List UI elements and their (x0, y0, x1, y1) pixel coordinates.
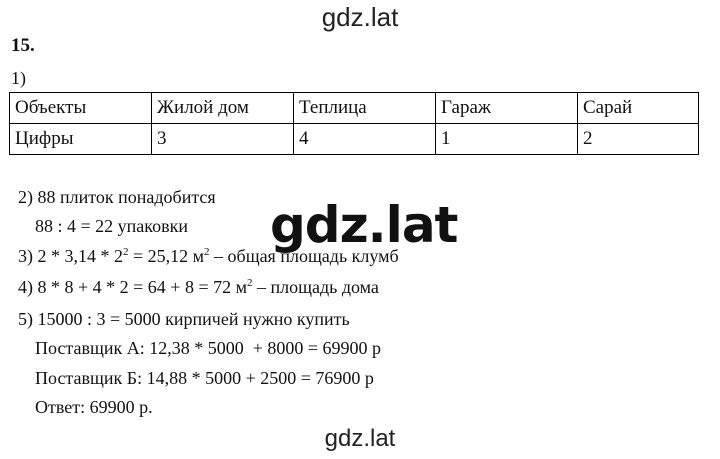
text-span: 3) 2 * 3,14 * 2 (18, 246, 123, 266)
solution-line-2: 2) 88 плиток понадобится (18, 187, 216, 207)
table-cell: Сарай (578, 93, 699, 124)
text-span: – площадь дома (252, 277, 379, 297)
text-span: – общая площадь клумб (209, 246, 399, 266)
table-header-row (10, 93, 699, 124)
part-1-label: 1) (11, 68, 26, 88)
table-cell: 4 (294, 124, 436, 155)
answer-line: Ответ: 69900 р. (35, 397, 153, 417)
watermark-middle: gdz.lat (270, 196, 458, 254)
supplier-b-line: Поставщик Б: 14,88 * 5000 + 2500 = 76900 р (35, 368, 374, 388)
task-number: 15. (11, 35, 35, 56)
table-cell: Теплица (294, 93, 436, 124)
table-cell: 2 (578, 124, 699, 155)
watermark-top: gdz.lat (321, 2, 399, 32)
exponent: 2 (123, 246, 129, 258)
table-cell: Гараж (436, 93, 578, 124)
supplier-a-line: Поставщик А: 12,38 * 5000 + 8000 = 69900 р (35, 338, 382, 358)
text-span: 4) 8 * 8 + 4 * 2 = 64 + 8 = 72 м (18, 277, 247, 297)
exponent: 2 (204, 246, 210, 258)
solution-line-4 (18, 277, 379, 298)
exponent: 2 (247, 277, 253, 289)
table-cell: Объекты (10, 93, 152, 124)
solution-line-2-calc: 88 : 4 = 22 упаковки (35, 216, 188, 236)
table-cell: 3 (152, 124, 294, 155)
text-span: = 25,12 м (128, 246, 205, 266)
watermark-bottom: gdz.lat (324, 425, 396, 452)
table-row (10, 124, 699, 155)
objects-table (9, 92, 699, 155)
solution-line-5: 5) 15000 : 3 = 5000 кирпичей нужно купить (18, 309, 350, 329)
table-cell: 1 (436, 124, 578, 155)
table-cell: Жилой дом (152, 93, 294, 124)
table-cell: Цифры (10, 124, 152, 155)
